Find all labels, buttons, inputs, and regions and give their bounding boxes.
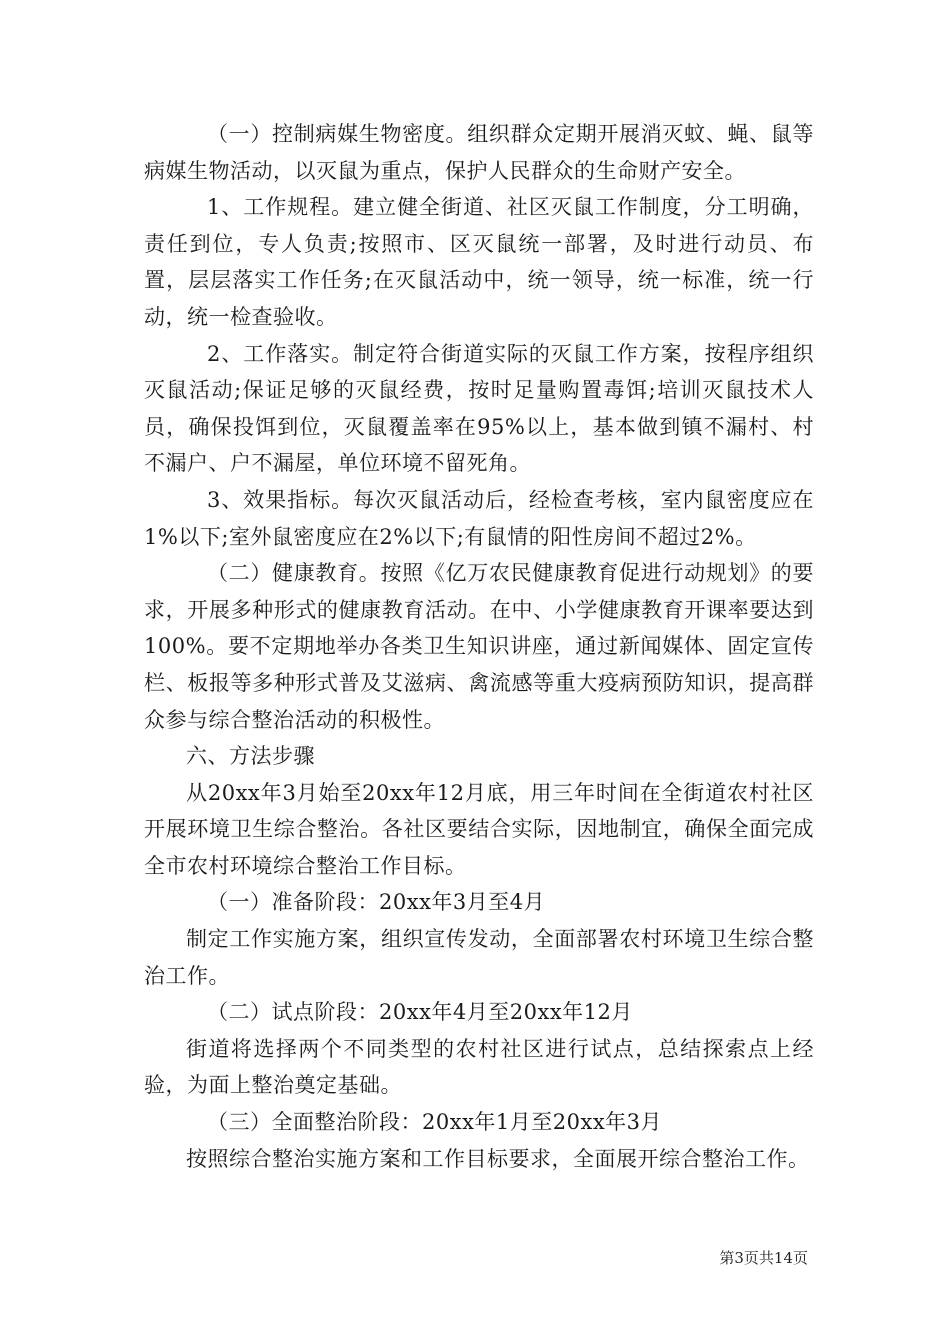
paragraph-control-vectors: （一）控制病媒生物密度。组织群众定期开展消灭蚊、蝇、鼠等病媒生物活动，以灭鼠为重点，保护人民群众的生命财产安全。 <box>144 122 814 183</box>
stage-heading-pilot: （二）试点阶段：20xx年4月至20xx年12月 <box>207 1000 633 1025</box>
paragraph-full-remediation: 按照综合整治实施方案和工作目标要求，全面展开综合整治工作。 <box>186 1146 810 1171</box>
paragraph-methods-intro: 从20xx年3月始至20xx年12月底，用三年时间在全街道农村社区开展环境卫生综合整治。各社区要结合实际，因地制宜，确保全面完成全市农村环境综合整治工作目标。 <box>144 780 814 878</box>
page-number-footer: 第3页共14页 <box>719 1249 808 1267</box>
paragraph-work-implementation: 2、工作落实。制定符合街道实际的灭鼠工作方案，按程序组织灭鼠活动;保证足够的灭鼠经费，按时足量购置毒饵;培训灭鼠技术人员，确保投饵到位，灭鼠覆盖率在95%以上，基本做到镇不漏村、村不漏户、户不漏屋，单位环境不留死角。 <box>144 341 814 476</box>
paragraph-effect-indicators: 3、效果指标。每次灭鼠活动后，经检查考核，室内鼠密度应在1%以下;室外鼠密度应在2%以下;有鼠情的阳性房间不超过2%。 <box>144 487 814 549</box>
paragraph-health-education: （二）健康教育。按照《亿万农民健康教育促进行动规划》的要求，开展多种形式的健康教育活动。在中、小学健康教育开课率要达到100%。要不定期地举办各类卫生知识讲座，通过新闻媒体、固定宣传栏、板报等多种形式普及艾滋病、禽流感等重大疫病预防知识，提高群众参与综合整治活动的积极性。 <box>144 561 814 732</box>
paragraph-pilot: 街道将选择两个不同类型的农村社区进行试点，总结探索点上经验，为面上整治奠定基础。 <box>144 1036 814 1098</box>
document-body <box>144 116 814 1177</box>
stage-heading-full-remediation: （三）全面整治阶段：20xx年1月至20xx年3月 <box>207 1110 663 1135</box>
paragraph-work-rules: 1、工作规程。建立健全街道、社区灭鼠工作制度，分工明确，责任到位，专人负责;按照市、区灭鼠统一部署，及时进行动员、布置，层层落实工作任务;在灭鼠活动中，统一领导，统一标准，统一行动，统一检查验收。 <box>144 195 814 329</box>
paragraph-preparation: 制定工作实施方案，组织宣传发动，全面部署农村环境卫生综合整治工作。 <box>144 927 814 988</box>
section-heading-methods: 六、方法步骤 <box>186 744 315 769</box>
stage-heading-preparation: （一）准备阶段：20xx年3月至4月 <box>207 890 546 915</box>
